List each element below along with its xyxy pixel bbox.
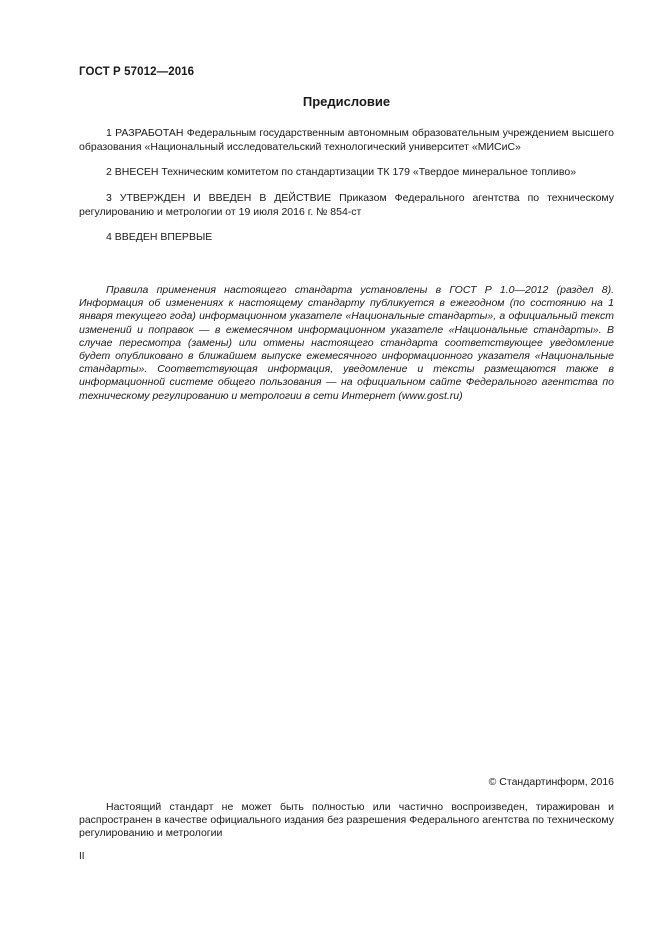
paragraph-developed-by: 1 РАЗРАБОТАН Федеральным государственным автономным образовательным учреждением высшего образования «Национальный исследовательский технологический университет «МИСиС» bbox=[79, 127, 614, 153]
section-title: Предисловие bbox=[302, 94, 391, 109]
document-code: ГОСТ Р 57012—2016 bbox=[79, 66, 195, 78]
paragraph-introduced-by: 2 ВНЕСЕН Техническим комитетом по стандартизации ТК 179 «Твердое минеральное топливо» bbox=[106, 166, 577, 178]
page-number: II bbox=[79, 851, 85, 862]
reproduction-note: Настоящий стандарт не может быть полностью или частично воспроизведен, тиражирован и распространен в качестве официального издания без разрешения Федерального агентства по техническому регулированию и метрологии bbox=[79, 801, 614, 840]
application-rules-notice: Правила применения настоящего стандарта установлены в ГОСТ Р 1.0—2012 (раздел 8). Информация об изменениях к настоящему стандарту публикуется в ежегодном (по состоянию на 1 января текущего года) информационном указателе «Национальные стандарты», а официальный текст изменений и поправок — в ежемесячном информационном указателе «Национальные стандарты». В случае пересмотра (замены) или отмены настоящего стандарта соответствующее уведомление будет опубликовано в ближайшем выпуске ежемесячного информационного указателя «Национальные стандарты». Соответствующая информация, уведомление и тексты размещаются также в информационной системе общего пользования — на официальном сайте Федерального агентства по техническому регулированию и метрологии в сети Интернет (www.gost.ru) bbox=[79, 284, 614, 402]
paragraph-first-introduced: 4 ВВЕДЕН ВПЕРВЫЕ bbox=[106, 231, 213, 243]
copyright-line: © Стандартинформ, 2016 bbox=[488, 776, 614, 788]
paragraph-approved: 3 УТВЕРЖДЕН И ВВЕДЕН В ДЕЙСТВИЕ Приказом Федерального агентства по техническому регулированию и метрологии от 19 июля 2016 г. № 854-ст bbox=[79, 192, 614, 218]
